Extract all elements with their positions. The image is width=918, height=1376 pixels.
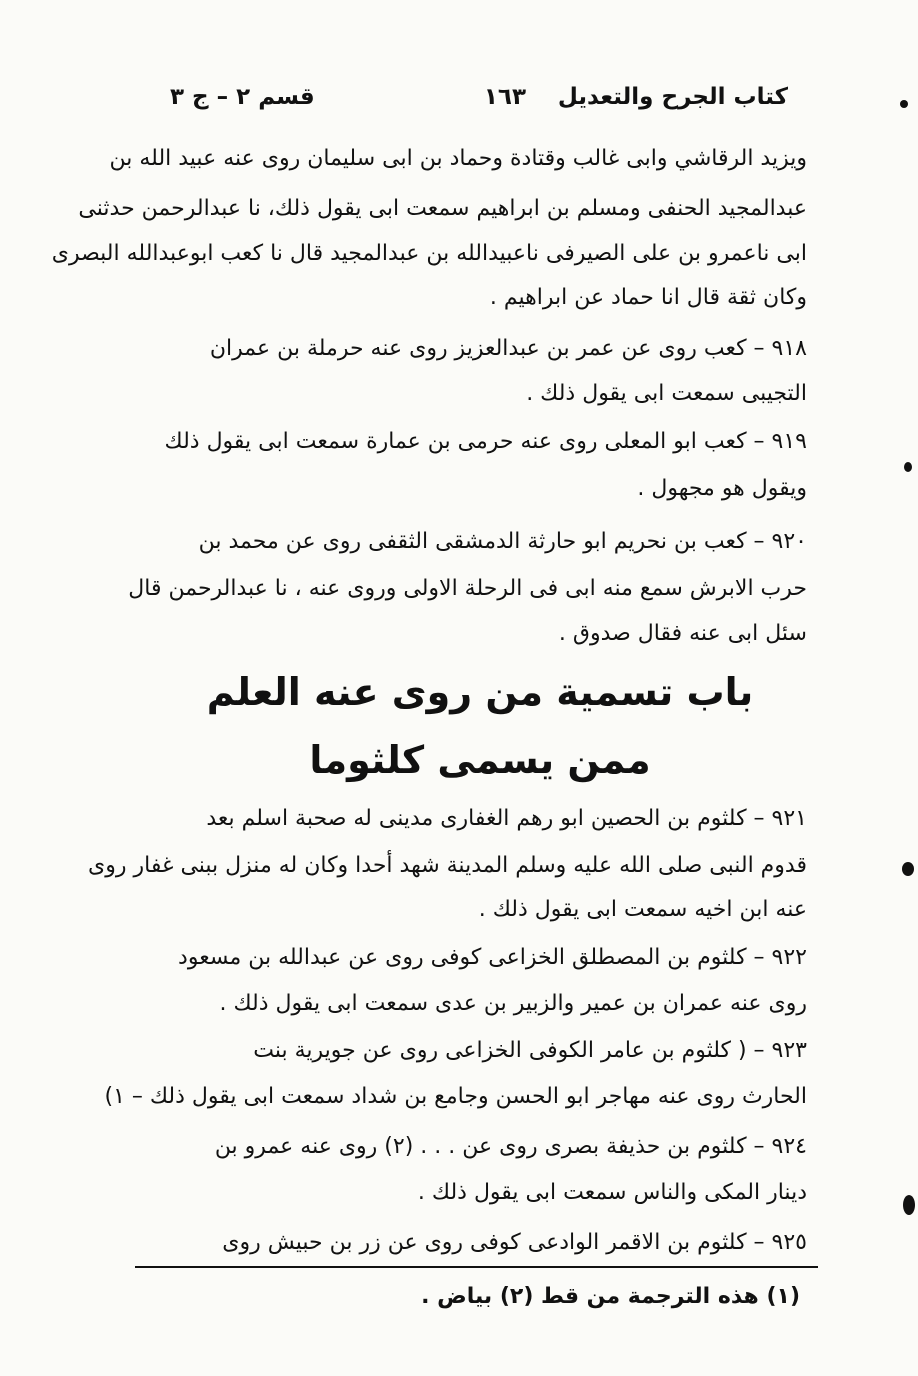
entry-920: ٩٢٠ – كعب بن نحريم ابو حارثة الدمشقى الثقفى روى عن محمد بن [198,529,807,554]
text-line: قدوم النبى صلى الله عليه وسلم المدينة شهد أحدا وكان له منزل ببنى غفار روى [88,853,807,878]
text-line: ويقول هو مجهول . [637,476,807,501]
entry-923: ٩٢٣ – ( كلثوم بن عامر الكوفى الخزاعى روى عن جويرية بنت [253,1038,807,1063]
footnote-divider [135,1266,818,1268]
running-header [170,84,788,124]
scan-speck [902,862,914,876]
entry-925: ٩٢٥ – كلثوم بن الاقمر الوادعى كوفى روى عن زر بن حبيش روى [222,1230,807,1255]
text-line: دينار المكى والناس سمعت ابى يقول ذلك . [417,1180,807,1205]
text-line: ابى ناعمرو بن على الصيرفى ناعبيدالله بن عبدالمجيد قال نا كعب ابوعبدالله البصرى [51,241,807,266]
chapter-heading-line-2: ممن يسمى كلثوما [309,738,651,782]
scan-speck [904,462,912,472]
chapter-heading-line-1: باب تسمية من روى عنه العلم [206,670,754,714]
entry-922: ٩٢٢ – كلثوم بن المصطلق الخزاعى كوفى روى عن عبدالله بن مسعود [178,945,807,970]
text-line: عبدالمجيد الحنفى ومسلم بن ابراهيم سمعت ابى يقول ذلك، نا عبدالرحمن حدثنى [78,196,807,221]
entry-924: ٩٢٤ – كلثوم بن حذيفة بصرى روى عن . . . (٢) روى عنه عمرو بن [214,1134,807,1159]
text-line: حرب الابرش سمع منه ابى فى الرحلة الاولى وروى عنه ، نا عبدالرحمن قال [128,576,807,601]
text-line: الحارث روى عنه مهاجر ابو الحسن وجامع بن شداد سمعت ابى يقول ذلك – ١) [104,1084,807,1109]
footnote: (١) هذه الترجمة من قط (٢) بياض . [421,1284,800,1309]
book-title: كتاب الجرح والتعديل [557,84,788,110]
text-line: سئل ابى عنه فقال صدوق . [558,621,807,646]
text-line: عنه ابن اخيه سمعت ابى يقول ذلك . [478,897,807,922]
volume-label: قسم ٢ – ج ٣ [170,84,315,110]
entry-918: ٩١٨ – كعب روى عن عمر بن عبدالعزيز روى عنه حرملة بن عمران [209,336,807,361]
text-line: ويزيد الرقاشي وابى غالب وقتادة وحماد بن ابى سليمان روى عنه عبيد الله بن [109,146,807,171]
entry-919: ٩١٩ – كعب ابو المعلى روى عنه حرمى بن عمارة سمعت ابى يقول ذلك [164,429,807,454]
page-number: ١٦٣ [483,84,526,110]
entry-921: ٩٢١ – كلثوم بن الحصين ابو رهم الغفارى مدينى له صحبة اسلم بعد [206,806,807,831]
text-line: وكان ثقة قال انا حماد عن ابراهيم . [489,285,807,310]
scan-speck [900,100,908,108]
text-line: روى عنه عمران بن عمير والزبير بن عدى سمعت ابى يقول ذلك . [219,991,807,1016]
text-line: التجيبى سمعت ابى يقول ذلك . [526,381,807,406]
scan-speck [903,1195,915,1215]
